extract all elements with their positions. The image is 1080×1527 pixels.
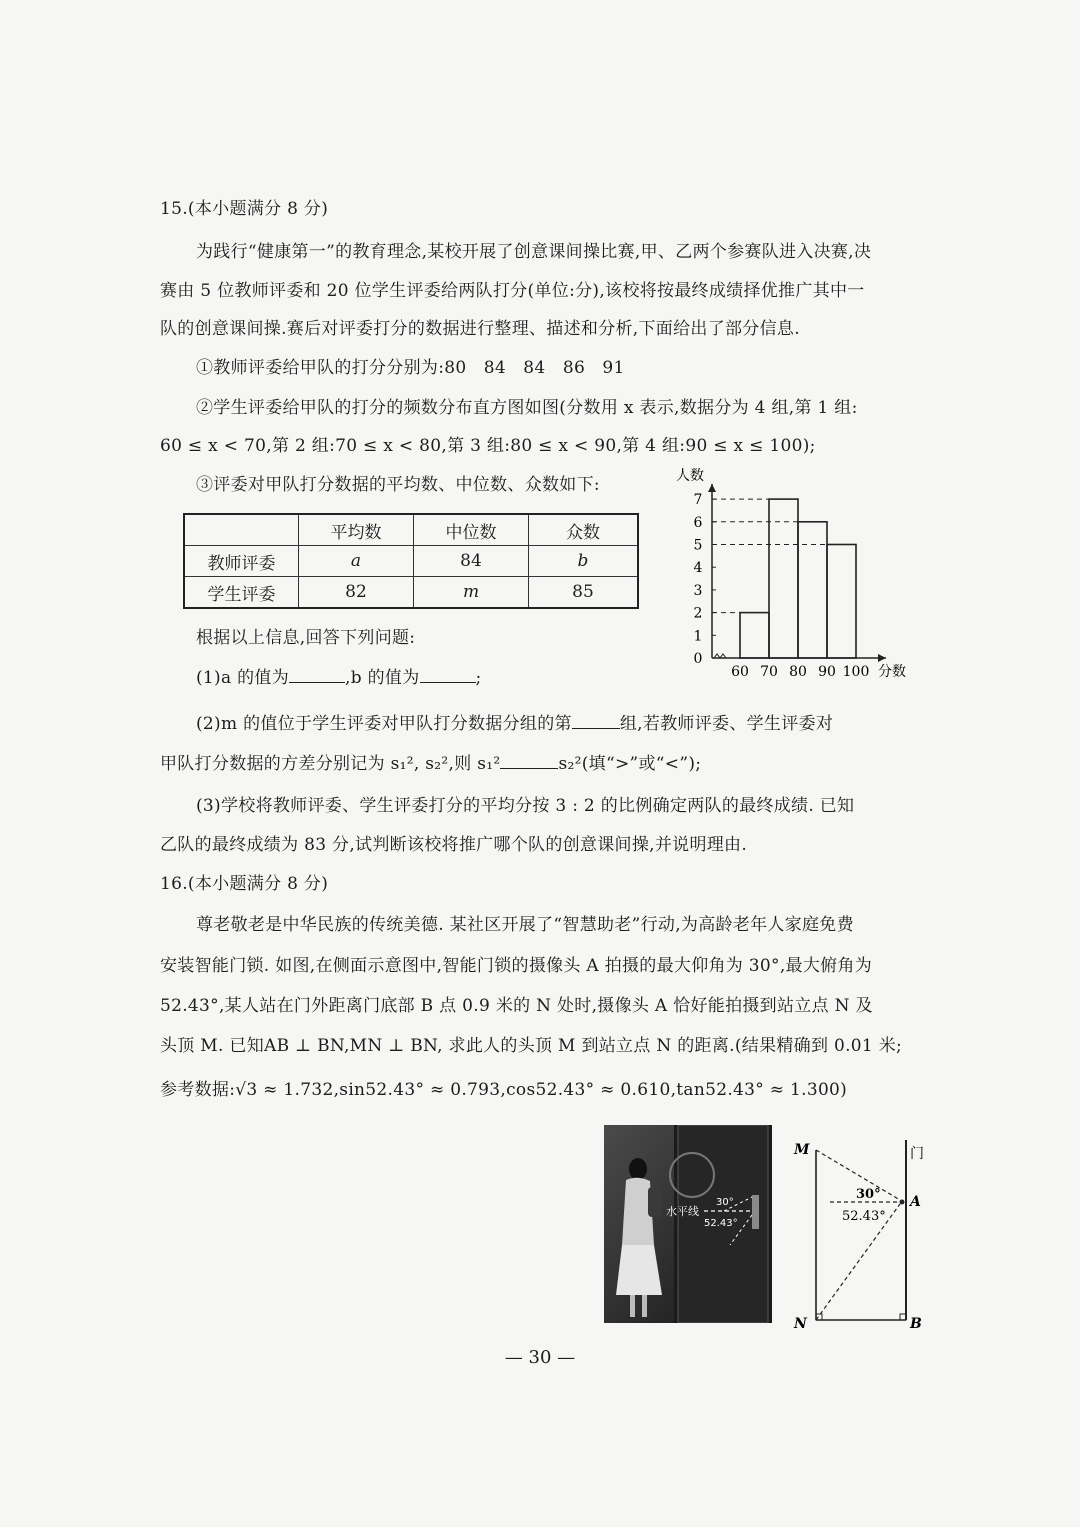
label-angle-up: 30°: [856, 1187, 881, 1202]
q15-question-2-cont: [160, 752, 701, 775]
x-tick-label: 90: [818, 664, 836, 680]
histogram-bar: [827, 545, 856, 659]
q15-paragraph-line-2: 赛由 5 位教师评委和 20 位学生评委给两队打分(单位:分),该校将按最终成绩择优推广其中一: [160, 281, 865, 301]
chart-ylabel: 人数: [676, 468, 704, 484]
label-angle-down: 52.43°: [842, 1209, 886, 1224]
x-tick-label: 100: [842, 664, 870, 680]
label-b: B: [910, 1316, 922, 1332]
photo-label-down: 52.43°: [704, 1218, 738, 1229]
y-tick-label: 0: [693, 651, 703, 667]
q16-title: 16.(本小题满分 8 分): [160, 874, 329, 894]
table-cell: a: [299, 546, 414, 577]
q1-text-b: ,b 的值为: [345, 668, 420, 688]
y-tick-label: 4: [693, 560, 703, 577]
page-number: — 30 —: [504, 1347, 576, 1368]
table-header-median: 中位数: [414, 514, 529, 546]
table-cell: b: [529, 546, 639, 577]
table-row: [184, 577, 638, 609]
y-tick-label: 7: [693, 492, 703, 509]
y-tick-label: 5: [693, 537, 703, 554]
q15-question-2: [196, 712, 833, 735]
q15-paragraph-line-1: 为践行“健康第一”的教育理念,某校开展了创意课间操比赛,甲、乙两个参赛队进入决赛,决: [196, 242, 872, 262]
q2-text-c: 甲队打分数据的方差分别记为 s₁², s₂²,则 s₁²: [160, 754, 501, 774]
table-header-row: [184, 514, 638, 546]
q2-text-b: 组,若教师评委、学生评委对: [619, 714, 834, 734]
x-tick-label: 70: [760, 664, 778, 680]
q1-text-end: ;: [475, 668, 482, 688]
photo-label-horizontal: 水平线: [666, 1205, 699, 1218]
answer-blank-b[interactable]: [420, 666, 476, 683]
q16-paragraph-line-4: 头顶 M. 已知AB ⊥ BN,MN ⊥ BN, 求此人的头顶 M 到站立点 N 的距离.(结果精确到 0.01 米;: [160, 1036, 903, 1056]
q15-info-2a: ②学生评委给甲队的打分的频数分布直方图如图(分数用 x 表示,数据分为 4 组,第 1 组:: [196, 398, 858, 418]
q15-question-3-cont: 乙队的最终成绩为 83 分,试判断该校将推广哪个队的创意课间操,并说明理由.: [160, 835, 748, 855]
answer-blank-compare[interactable]: [500, 752, 558, 769]
q1-text-a: (1)a 的值为: [196, 668, 290, 688]
q15-info-1: ①教师评委给甲队的打分分别为:80 84 84 86 91: [196, 358, 625, 378]
table-row: [184, 546, 638, 577]
smart-lock-photo: [604, 1125, 772, 1323]
table-cell: 82: [299, 577, 414, 609]
table-cell: 84: [414, 546, 529, 577]
q15-info-3: ③评委对甲队打分数据的平均数、中位数、众数如下:: [196, 475, 600, 495]
q2-text-a: (2)m 的值位于学生评委对甲队打分数据分组的第: [196, 714, 572, 734]
camera-point: [900, 1200, 905, 1205]
x-tick-label: 80: [789, 664, 807, 680]
y-tick-label: 1: [693, 628, 703, 645]
table-cell: m: [414, 577, 529, 609]
y-tick-label: 3: [693, 582, 703, 599]
histogram-bar: [769, 499, 798, 658]
photo-illustration: [604, 1125, 772, 1323]
q16-paragraph-line-3: 52.43°,某人站在门外距离门底部 B 点 0.9 米的 N 处时,摄像头 A 恰好能拍摄到站立点 N 及: [160, 996, 873, 1016]
y-axis-arrow: [708, 484, 716, 492]
y-tick-label: 6: [693, 514, 703, 531]
q15-info-2b: 60 ≤ x < 70,第 2 组:70 ≤ x < 80,第 3 组:80 ≤ x < 90,第 4 组:90 ≤ x ≤ 100);: [160, 436, 816, 456]
q16-paragraph-line-1: 尊老敬老是中华民族的传统美德. 某社区开展了“智慧助老”行动,为高龄老年人家庭免费: [196, 915, 854, 935]
q15-paragraph-line-3: 队的创意课间操.赛后对评委打分的数据进行整理、描述和分析,下面给出了部分信息.: [160, 319, 800, 339]
table-cell: 教师评委: [184, 546, 299, 577]
table-cell: 学生评委: [184, 577, 299, 609]
histogram-bar: [740, 613, 769, 658]
x-tick-label: 60: [731, 664, 749, 680]
q16-paragraph-line-2: 安装智能门锁. 如图,在侧面示意图中,智能门锁的摄像头 A 拍摄的最大仰角为 30°,最大俯角为: [160, 956, 873, 976]
histogram-bar: [798, 522, 827, 658]
label-n: N: [794, 1316, 807, 1332]
statistics-table: [183, 513, 639, 609]
answer-blank-a[interactable]: [289, 666, 345, 683]
q15-title: 15.(本小题满分 8 分): [160, 199, 329, 219]
x-axis-arrow: [878, 654, 886, 662]
label-door: 门: [910, 1146, 924, 1162]
photo-label-up: 30°: [716, 1197, 734, 1208]
chart-xlabel: 分数: [878, 664, 906, 680]
table-cell: 85: [529, 577, 639, 609]
y-tick-label: 2: [693, 605, 703, 622]
label-m: M: [794, 1142, 810, 1158]
table-cell: [184, 514, 299, 546]
q15-question-1: [196, 666, 482, 689]
q15-ask: 根据以上信息,回答下列问题:: [196, 628, 416, 648]
q16-reference-data: 参考数据:√3 ≈ 1.732,sin52.43° ≈ 0.793,cos52.43° ≈ 0.610,tan52.43° ≈ 1.300): [160, 1080, 848, 1100]
geometry-diagram: [790, 1130, 930, 1335]
histogram-chart: [660, 462, 920, 692]
q2-text-d: s₂²(填“>”或“<”);: [558, 754, 702, 774]
q15-question-3: (3)学校将教师评委、学生评委打分的平均分按 3 : 2 的比例确定两队的最终成绩. 已知: [196, 796, 855, 816]
answer-blank-group[interactable]: [572, 712, 620, 729]
label-a: A: [910, 1194, 921, 1210]
table-header-mode: 众数: [529, 514, 639, 546]
table-header-mean: 平均数: [299, 514, 414, 546]
